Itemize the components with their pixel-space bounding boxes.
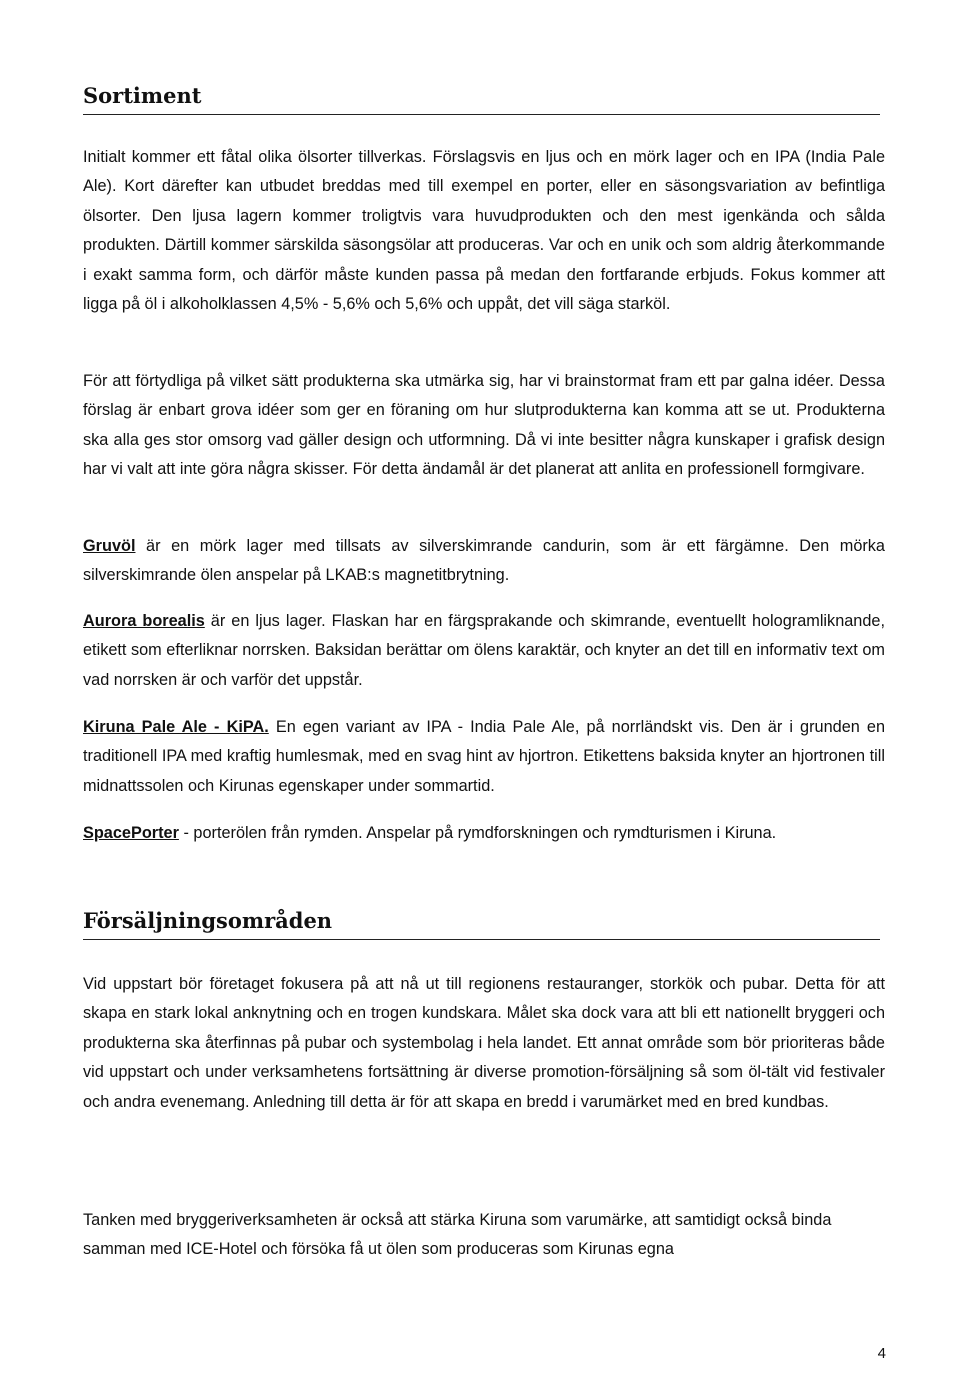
product-gruvol: [83, 532, 885, 591]
section-heading-forsaljningsomraden: Försäljningsområden: [83, 908, 880, 940]
product-spaceporter: [83, 819, 885, 848]
product-description: - porterölen från rymden. Anspelar på rymdforskningen och rymdturismen i Kiruna.: [178, 824, 777, 842]
paragraph-intro: Initialt kommer ett fåtal olika ölsorter tillverkas. Förslagsvis en ljus och en mörk lager och en IPA (India Pale Ale). Kort därefter kan utbudet breddas med till exempel en porter, eller en säsongsvariation av befintliga ölsorter. Den ljusa lagern kommer troligtvis vara huvudprodukten och den mest igenkända och sålda produkten. Därtill kommer särskilda säsongsölar att produceras. Var och en unik och som aldrig återkommande i exakt samma form, och därför måste kunden passa på medan den fortfarande erbjuds. Fokus kommer att ligga på öl i alkoholklassen 4,5% - 5,6% och 5,6% och uppåt, det vill säga starköl.: [83, 148, 885, 314]
paragraph-kiruna-brand: Tanken med bryggeriverksamheten är också att stärka Kiruna som varumärke, att samtidigt också binda samman med ICE-Hotel och försöka få ut ölen som produceras som Kirunas egna: [83, 1211, 832, 1259]
product-kipa: [83, 713, 885, 801]
paragraph-sales-areas: Vid uppstart bör företaget fokusera på att nå ut till regionens restauranger, storkök och pubar. Detta för att skapa en stark lokal anknytning och en trogen kundskara. Målet ska dock vara att bli ett nationellt bryggeri och produkterna ska återfinnas på pubar och systembolag i hela landet. Ett annat område som bör prioriteras både vid uppstart och under verksamhetens fortsättning är diverse promotion-försäljning så som öl-tält vid festivaler och andra evenemang. Anledning till detta är för att skapa en bredd i varumärket med en bred kundbas.: [83, 975, 885, 1111]
product-name: Aurora borealis: [83, 612, 205, 630]
product-name: Gruvöl: [83, 537, 136, 555]
product-name: SpacePorter: [83, 824, 179, 842]
product-description: är en mörk lager med tillsats av silverskimrande candurin, som är ett färgämne. Den mörka silverskimrande ölen anspelar på LKAB:s magnetitbrytning.: [83, 537, 885, 585]
product-name: Kiruna Pale Ale - KiPA.: [83, 718, 269, 736]
product-description: är en ljus lager. Flaskan har en färgsprakande och skimrande, eventuellt hologramliknande, etikett som efterliknar norrsken. Baksidan berättar om ölens karaktär, och knyter an det till en informativ text om vad norrsken är och varför det uppstår.: [83, 612, 885, 689]
section-heading-sortiment: Sortiment: [83, 83, 880, 115]
product-description: En egen variant av IPA - India Pale Ale, på norrländskt vis. Den är i grunden en traditionell IPA med kraftig humlesmak, med en svag hint av hjortron. Etikettens baksida knyter an hjortronen till midnattssolen och Kirunas egenskaper under sommartid.: [83, 718, 885, 795]
product-aurora-borealis: [83, 607, 885, 695]
paragraph-design-ideas: För att förtydliga på vilket sätt produkterna ska utmärka sig, har vi brainstormat fram ett par galna idéer. Dessa förslag är enbart grova idéer som ger en föraning om hur slutprodukterna kan komma att se ut. Produkterna ska alla ges stor omsorg vad gäller design och utformning. Då vi inte besitter några kunskaper i grafisk design har vi valt att inte göra några skisser. För detta ändamål är det planerat att anlita en professionell formgivare.: [83, 372, 885, 479]
page-number: 4: [877, 1345, 886, 1362]
